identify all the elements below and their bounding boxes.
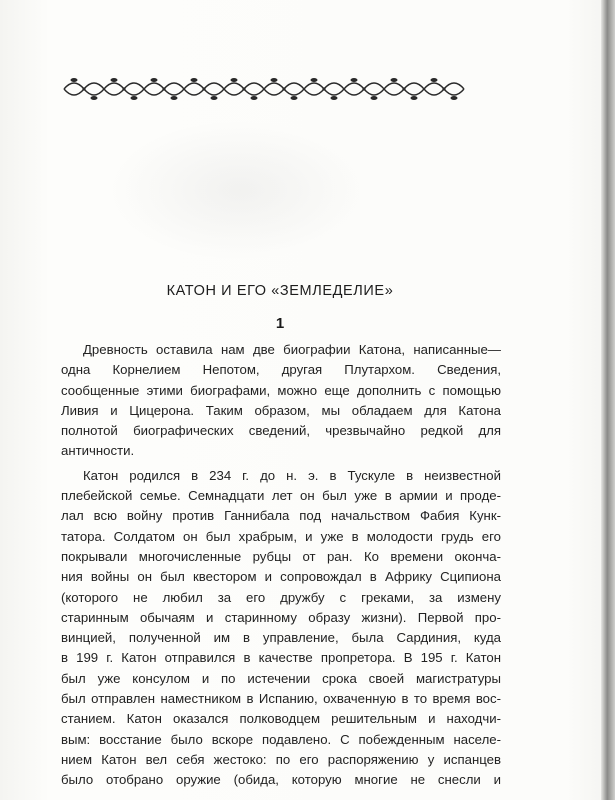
chapter-title: КАТОН И ЕГО «ЗЕМЛЕДЕЛИЕ» — [166, 283, 394, 299]
text-line: станием. Катон оказался полководцем решительным и находчи- — [61, 711, 501, 727]
text-line: нием Катон вел себя жестоко: по его распоряжению у испанцев — [61, 751, 501, 767]
text-line: лал всю войну против Ганнибала под начальством Фабия Кунк- — [61, 508, 501, 524]
text-line: ния войны он был квестором и сопровождал в Африку Сципиона — [61, 569, 501, 585]
text-line: в 199 г. Катон отправился в качестве пропретора. В 195 г. Катон — [61, 650, 501, 666]
text-line: Катон родился в 234 г. до н. э. в Тускуле в неизвестной — [83, 467, 501, 483]
text-line: татора. Солдатом он был храбрым, и уже в молодости грудь его — [61, 528, 501, 544]
text-line: плебейской семье. Семнадцати лет он был уже в армии и проде- — [61, 488, 501, 504]
text-line: одна Корнелием Непотом, другая Плутархом. Сведения, — [61, 362, 501, 378]
text-line: был отправлен наместником в Испанию, охваченную в то время вос- — [61, 691, 501, 707]
bleed-through-shadow — [110, 120, 370, 260]
text-line: старинным обычаям и старинному образу жизни). Первой про- — [61, 609, 501, 625]
text-line: было отобрано оружие (обида, которую многие не снесли и — [61, 772, 501, 788]
text-line: Ливия и Цицерона. Таким образом, мы обладаем для Катона — [61, 402, 501, 418]
text-line: был уже консулом и по истечении срока своей магистратуры — [61, 670, 501, 686]
page-edge-shadow — [601, 0, 615, 800]
text-line: сообщенные этими биографами, можно еще дополнить с помощью — [61, 382, 501, 398]
text-line: вым: восстание было вскоре подавлено. С побежденным населе- — [61, 731, 501, 747]
text-line: (которого не любил за его дружбу с греками, за измену — [61, 589, 501, 605]
body-text — [61, 340, 501, 791]
section-number: 1 — [275, 315, 285, 332]
paragraph-2 — [61, 466, 501, 791]
text-line: полнотой биографических сведений, чрезвычайно редкой для — [61, 423, 501, 439]
text-line: Древность оставила нам две биографии Катона, написанные— — [83, 342, 501, 357]
paragraph-1 — [61, 340, 501, 462]
text-line: античности. — [61, 443, 135, 459]
floral-ornament-band — [58, 72, 478, 106]
text-line: покрывали многочисленные рубцы от ран. Ко времени оконча- — [61, 548, 501, 564]
text-line: винцией, полученной им в управление, была Сардиния, куда — [61, 630, 501, 646]
